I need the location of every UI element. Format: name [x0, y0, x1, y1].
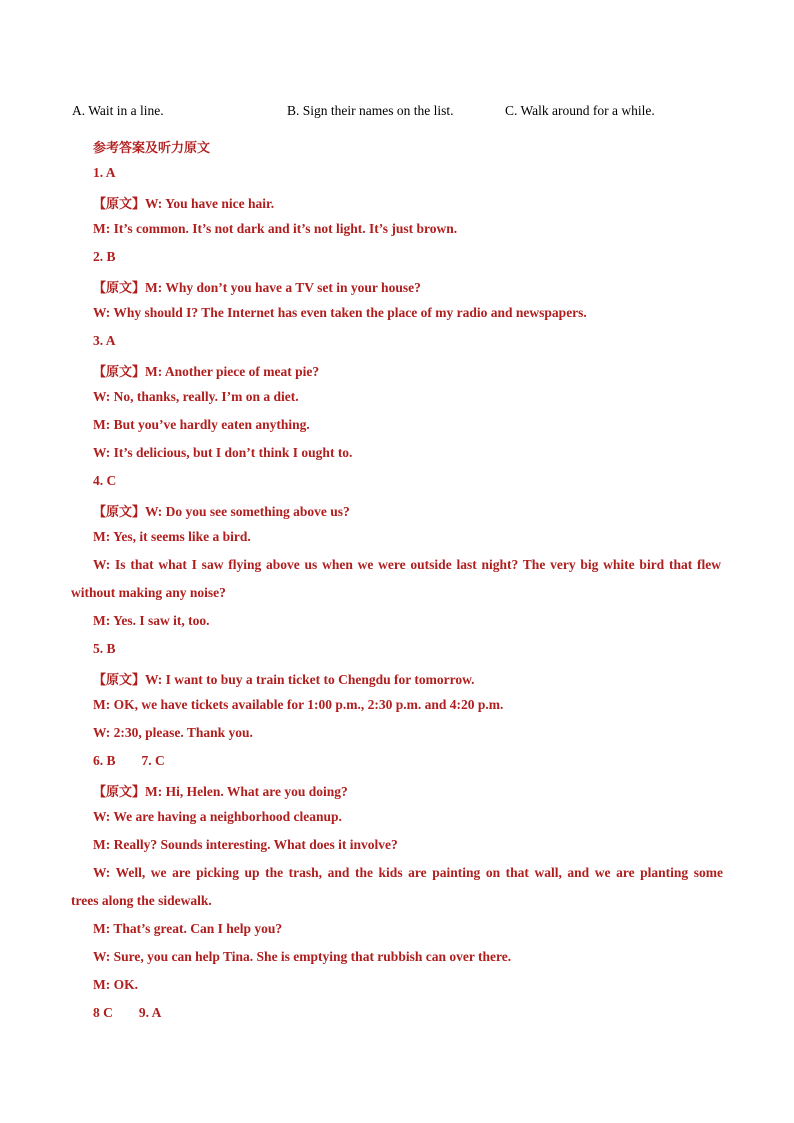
transcript-tag: 【原文】 — [93, 785, 146, 800]
transcript-line — [93, 669, 475, 688]
transcript-text: M: Why don’t you have a TV set in your house? — [145, 280, 421, 295]
transcript-line — [93, 361, 319, 380]
answer-options-row — [72, 103, 752, 123]
transcript-line — [93, 781, 348, 800]
transcript-text: M: Hi, Helen. What are you doing? — [145, 784, 348, 799]
transcript-tag: 【原文】 — [93, 197, 146, 212]
transcript-line: W: It’s delicious, but I don’t think I ought to. — [93, 445, 353, 460]
transcript-line: W: We are having a neighborhood cleanup. — [93, 809, 342, 824]
transcript-line: M: OK, we have tickets available for 1:00 p.m., 2:30 p.m. and 4:20 p.m. — [93, 697, 504, 712]
answer-8: 8 C — [93, 1005, 113, 1020]
transcript-line: W: Sure, you can help Tina. She is emptying that rubbish can over there. — [93, 949, 512, 964]
transcript-text: W: Do you see something above us? — [145, 504, 350, 519]
option-c: C. Walk around for a while. — [505, 103, 655, 118]
transcript-line: M: That’s great. Can I help you? — [93, 921, 283, 936]
answers-6-7 — [93, 753, 165, 769]
answer-2: 2. B — [93, 249, 116, 264]
answer-6: 6. B — [93, 753, 116, 768]
section-heading: 参考答案及听力原文 — [93, 141, 211, 156]
transcript-line: W: 2:30, please. Thank you. — [93, 725, 253, 740]
transcript-text: W: You have nice hair. — [145, 196, 275, 211]
transcript-tag: 【原文】 — [93, 673, 146, 688]
answer-9: 9. A — [138, 1005, 162, 1020]
transcript-line — [93, 277, 421, 296]
answer-1: 1. A — [93, 165, 116, 180]
transcript-tag: 【原文】 — [93, 505, 146, 520]
answer-7: 7. C — [141, 753, 165, 768]
transcript-line: M: It’s common. It’s not dark and it’s not light. It’s just brown. — [93, 221, 458, 236]
transcript-line: M: Really? Sounds interesting. What does it involve? — [93, 837, 398, 852]
option-b: B. Sign their names on the list. — [287, 103, 454, 118]
transcript-line: M: Yes, it seems like a bird. — [93, 529, 251, 544]
answer-3: 3. A — [93, 333, 116, 348]
transcript-tag: 【原文】 — [93, 281, 146, 296]
transcript-line: M: OK. — [93, 977, 138, 992]
transcript-line-continued: trees along the sidewalk. — [71, 893, 212, 908]
transcript-line: W: Is that what I saw flying above us when we were outside last night? The very big white bird that flew — [93, 557, 721, 572]
transcript-line: W: Well, we are picking up the trash, and the kids are painting on that wall, and we are planting some — [93, 865, 723, 880]
transcript-text: W: I want to buy a train ticket to Chengdu for tomorrow. — [145, 672, 475, 687]
transcript-line: M: But you’ve hardly eaten anything. — [93, 417, 310, 432]
transcript-line: M: Yes. I saw it, too. — [93, 613, 210, 628]
transcript-line-continued: without making any noise? — [71, 585, 226, 600]
transcript-tag: 【原文】 — [93, 365, 146, 380]
transcript-line — [93, 193, 274, 212]
transcript-line: W: No, thanks, really. I’m on a diet. — [93, 389, 299, 404]
answers-8-9 — [93, 1005, 161, 1021]
transcript-line: W: Why should I? The Internet has even taken the place of my radio and newspapers. — [93, 305, 587, 320]
transcript-text: M: Another piece of meat pie? — [145, 364, 320, 379]
answer-5: 5. B — [93, 641, 116, 656]
transcript-line — [93, 501, 350, 520]
option-a: A. Wait in a line. — [72, 103, 164, 118]
answer-4: 4. C — [93, 473, 117, 488]
